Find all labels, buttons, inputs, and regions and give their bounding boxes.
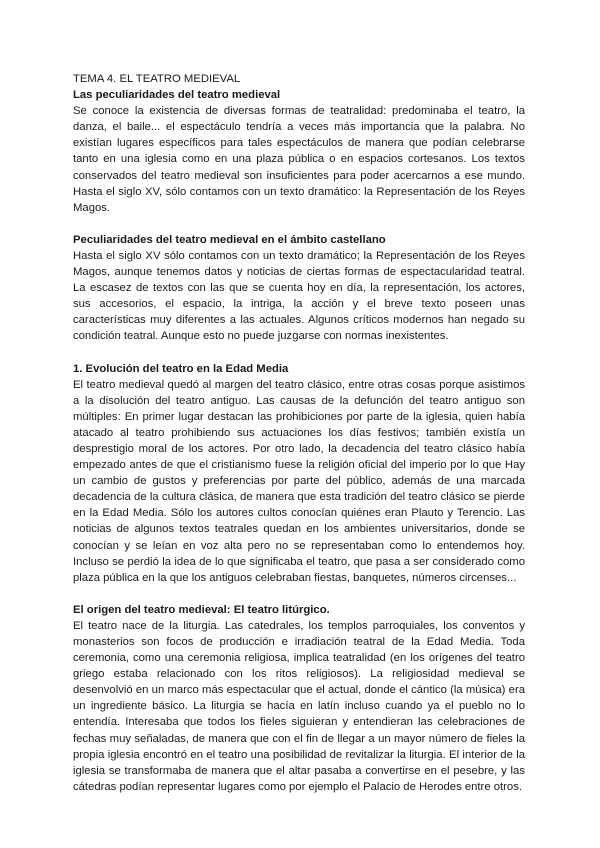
document-page <box>73 71 525 795</box>
section-spacer <box>73 216 525 232</box>
section-paragraph-evolucion: El teatro medieval quedó al margen del teatro clásico, entre otras cosas porque asistimos a la disolución del teatro antiguo. Las causas de la defunción del teatro antiguo son múltiples: En primer lugar destacan las prohibiciones por parte de la iglesia, quien había atacado al teatro prohibiendo sus actuaciones los días festivos; también existía un desprestigio moral de los actores. Por otro lado, la decadencia del teatro clásico había empezado antes de que el cristianismo fuese la religión oficial del imperio por lo que Hay un cambio de gustos y preferencias por parte del público, además de una marcada decadencia de la cultura clásica, de manera que esta tradición del teatro clásico se pierde en la Edad Media. Sólo los autores cultos conocían quiénes eran Plauto y Terencio. Las noticias de algunos textos teatrales quedan en los ambientes universitarios, donde se conocían y se leían en voz alta pero no se representaban como lo entendemos hoy. Incluso se perdió la idea de lo que significaba el teatro, que pasa a ser considerado como plaza pública en la que los antiguos celebraban fiestas, banquetes, números circenses... <box>73 378 525 584</box>
section-heading-evolucion: 1. Evolución del teatro en la Edad Media <box>73 362 289 375</box>
section-heading-peculiaridades: Las peculiaridades del teatro medieval <box>73 89 281 102</box>
section-heading-origen: El origen del teatro medieval: El teatro litúrgico. <box>73 603 330 616</box>
document-title: TEMA 4. EL TEATRO MEDIEVAL <box>73 73 241 85</box>
section-paragraph-origen: El teatro nace de la liturgia. Las catedrales, los templos parroquiales, los conventos y monasterios son focos de producción e irradiación teatral de la Edad Media. Toda ceremonia, como una ceremonia religiosa, implica teatralidad (en los orígenes del teatro griego estaba relacionado con los ritos religiosos). La religiosidad medieval se desenvolvió en un marco más espectacular que el actual, donde el cántico (la música) era un ingrediente básico. La liturgia se hacía en latín incluso cuando ya el pueblo no lo entendía. Interesaba que todos los fieles siguieran y entendieran las celebraciones de fechas muy señaladas, de manera que con el fin de llegar a un mayor número de fieles la propia iglesia encontró en el teatro una posibilidad de revitalizar la liturgia. El interior de la iglesia se transformaba de manera que el altar pasaba a convertirse en el pesebre, y las cátedras podían representar lugares como por ejemplo el Palacio de Herodes entre otros. <box>73 619 525 793</box>
section-spacer <box>73 586 525 602</box>
section-paragraph-peculiaridades: Se conoce la existencia de diversas formas de teatralidad: predominaba el teatro, la danza, el baile... el espectáculo tendría a veces más importancia que la palabra. No existían lugares específicos para tales espectáculos de manera que podían celebrarse tanto en una iglesia como en una plaza pública o en espacios cortesanos. Los textos conservados del teatro medieval son insuficientes para poder acercarnos a ese mundo. Hasta el siglo XV, sólo contamos con un texto dramático: la Representación de los Reyes Magos. <box>73 105 525 214</box>
section-heading-castellano: Peculiaridades del teatro medieval en el ámbito castellano <box>73 233 386 246</box>
section-paragraph-castellano: Hasta el siglo XV sólo contamos con un texto dramático; la Representación de los Reyes Magos, aunque tenemos datos y noticias de ciertas formas de espectacularidad teatral. La escasez de textos con las que se cuenta hoy en día, la representación, los actores, sus accesorios, el espacio, la intriga, la acción y el breve texto poseen unas características muy diferentes a las actuales. Algunos críticos modernos han negado su condición teatral. Aunque esto no puede juzgarse con normas inexistentes. <box>73 249 525 343</box>
section-spacer <box>73 345 525 361</box>
